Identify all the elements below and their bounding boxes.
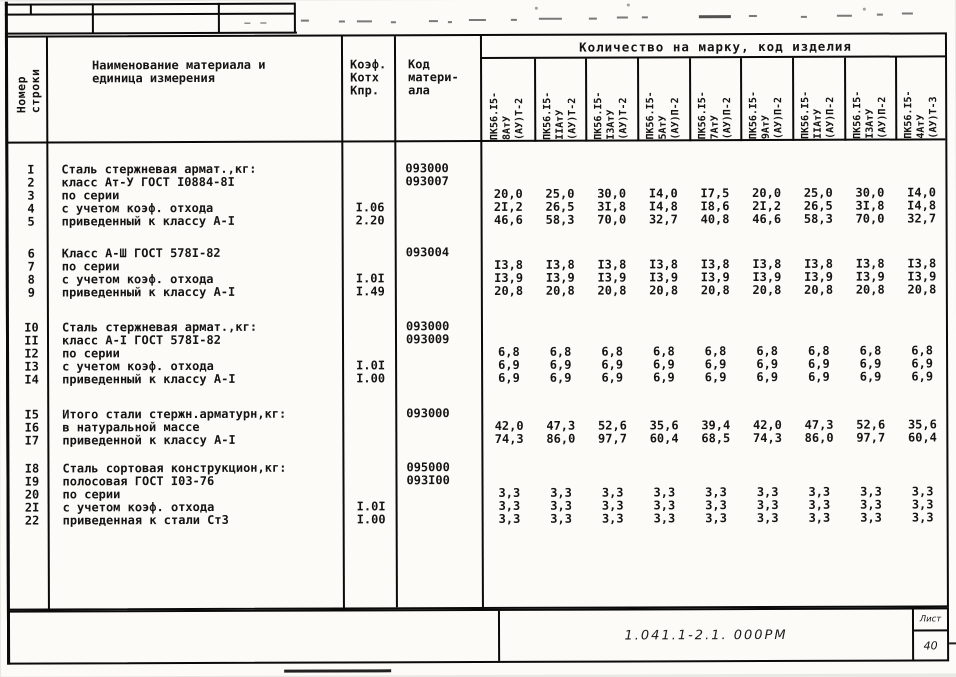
quantity-cell: 32,7 <box>907 211 937 226</box>
quantity-cell: 6,9 <box>808 369 830 384</box>
quantity-cell: 30,0 <box>597 186 627 201</box>
quantity-cell: 3,3 <box>498 511 521 526</box>
quantity-cell <box>690 319 742 332</box>
quantity-cell: I3,9 <box>855 269 885 284</box>
quantity-cell: 3I,8 <box>855 198 885 213</box>
material-code-cell <box>396 188 482 201</box>
koef-cell <box>344 474 397 487</box>
row-number-cell: 20 <box>24 487 40 502</box>
quantity-cell: I3,9 <box>494 270 524 285</box>
quantity-cell: 3,3 <box>756 497 779 513</box>
material-name-cell: класс А-I ГОСТ 578I-82 <box>61 332 221 348</box>
material-name-cell: с учетом коэф. отхода <box>61 271 214 287</box>
quantity-cell: 6,9 <box>653 370 675 385</box>
material-code-cell <box>397 272 483 285</box>
quantity-cell: 3,3 <box>550 485 572 500</box>
table-row <box>8 370 950 386</box>
quantity-cell: 30,0 <box>855 185 885 200</box>
quantity-cell: I4,0 <box>907 185 937 200</box>
quantity-cell: I3,9 <box>649 270 679 285</box>
quantity-cell: 52,6 <box>856 417 886 432</box>
quantity-cell: 6,8 <box>601 344 624 359</box>
material-name-cell: приведенный к классу А-I <box>61 284 236 300</box>
quantity-cell: 6,9 <box>498 370 520 385</box>
material-name-cell: Сталь стержневая армат.,кг: <box>61 319 258 335</box>
quantity-cell: 6,9 <box>911 369 934 384</box>
material-name-cell: приведенной к классу А-I <box>62 432 236 448</box>
product-code-label: ПК56.I5- 5АтУ (АУ)П-2 <box>645 91 682 140</box>
quantity-cell: 3,3 <box>860 510 882 525</box>
header-row-number-label: Номер строки <box>13 68 42 113</box>
row-number-cell: 3 <box>27 188 35 203</box>
quantity-cell: 3,3 <box>705 511 727 526</box>
koef-cell <box>344 420 397 433</box>
koef-cell: I.49 <box>355 284 385 299</box>
document-number: 1.041.1-2.1. 000РМ <box>624 627 788 643</box>
quantity-cell: 46,6 <box>493 212 523 227</box>
material-code-cell <box>397 359 483 372</box>
quantity-cell: I4,0 <box>648 186 678 201</box>
quantity-cell: 3,3 <box>911 484 934 499</box>
quantity-cell <box>535 461 587 474</box>
quantity-cell <box>483 461 535 474</box>
quantity-cell <box>845 460 897 473</box>
material-name-cell: в натуральной массе <box>62 419 200 435</box>
quantity-cell: I3,8 <box>907 256 937 271</box>
quantity-cell: I7,5 <box>700 186 730 201</box>
row-number-cell: II <box>24 333 39 348</box>
quantity-cell <box>690 460 742 473</box>
quantity-cell: I4,8 <box>907 198 937 213</box>
material-code-cell: 093009 <box>405 332 450 347</box>
material-name-cell: по серии <box>61 259 120 274</box>
quantity-cell: 3,3 <box>860 484 882 499</box>
product-code-label: ПК56.I5- 8АтУ (АУ)Т-2 <box>489 91 526 140</box>
header-material-code: Код матери- ала <box>408 57 459 98</box>
quantity-cell: 35,6 <box>907 417 937 432</box>
quantity-cell: 3,3 <box>808 484 831 499</box>
row-number-cell: 8 <box>27 272 35 287</box>
quantity-cell <box>689 161 741 174</box>
row-number-cell: 22 <box>24 513 40 528</box>
qty-columns <box>482 57 949 142</box>
material-name-cell: по серии <box>62 346 120 361</box>
material-code-cell <box>397 346 483 359</box>
koef-cell: I.06 <box>355 200 385 215</box>
quantity-cell: I3,8 <box>649 257 679 272</box>
row-number-cell: I9 <box>24 474 40 489</box>
product-column-header <box>585 58 637 141</box>
material-code-cell: 093I00 <box>406 473 450 488</box>
row-number-cell: I4 <box>24 372 39 387</box>
quantity-cell: 20,8 <box>855 282 885 297</box>
quantity-cell: 20,8 <box>494 283 524 298</box>
quantity-cell: 3,3 <box>601 511 624 526</box>
quantity-cell: 86,0 <box>546 431 576 446</box>
material-name-cell: по серии <box>61 188 120 203</box>
quantity-cell: 6,9 <box>601 370 624 385</box>
quantity-cell: 6,9 <box>859 369 882 384</box>
quantity-cell: 3,3 <box>911 497 934 512</box>
quantity-cell <box>638 319 690 332</box>
quantity-cell <box>534 162 586 175</box>
scan-artifact-right-tick <box>949 642 956 644</box>
material-code-cell <box>397 259 483 272</box>
quantity-cell: 2I,2 <box>752 198 782 214</box>
row-number-cell: 4 <box>27 201 35 216</box>
quantity-cell: 74,3 <box>494 431 524 446</box>
row-number-cell: 6 <box>27 246 35 261</box>
quantity-cell <box>586 161 638 174</box>
quantity-cell: 3,3 <box>756 484 779 500</box>
quantity-cell: 6,9 <box>807 356 830 371</box>
material-name-cell: Класс А-Ш ГОСТ 578I-82 <box>61 245 221 261</box>
materials-table <box>5 32 949 610</box>
quantity-cell: I3,9 <box>907 269 937 284</box>
table-row <box>9 511 951 527</box>
quantity-cell <box>483 320 535 333</box>
quantity-cell: 6,9 <box>549 357 572 372</box>
quantity-cell: 6,9 <box>498 357 520 372</box>
material-code-cell <box>397 201 483 214</box>
quantity-cell: I8,6 <box>700 199 730 214</box>
table-row <box>8 431 950 447</box>
quantity-cell: 3,3 <box>550 498 572 513</box>
header-material-name: Наименование материала и единица измерения <box>92 57 266 86</box>
table-row <box>8 283 950 299</box>
title-block <box>498 609 947 661</box>
quantity-cell: 20,8 <box>752 282 782 298</box>
quantity-cell: 20,8 <box>907 282 937 297</box>
material-code-cell <box>397 433 483 446</box>
quantity-cell <box>482 162 534 175</box>
row-number-cell: I5 <box>24 407 40 422</box>
koef-cell <box>343 162 396 175</box>
quantity-cell: 3,3 <box>808 510 831 525</box>
quantity-cell: 47,3 <box>546 418 576 433</box>
quantity-cell: 3,3 <box>653 511 676 526</box>
material-code-cell <box>398 513 484 526</box>
koef-cell <box>344 461 397 474</box>
koef-cell <box>343 175 396 188</box>
product-column-header <box>534 59 586 142</box>
row-number-cell: I0 <box>24 320 39 335</box>
quantity-cell: 6,8 <box>756 343 779 359</box>
quantity-cell: I4,8 <box>648 199 678 214</box>
quantity-cell: 3,3 <box>705 498 727 513</box>
material-code-cell <box>397 420 483 433</box>
material-code-cell: 093007 <box>405 174 449 189</box>
quantity-cell: 3,3 <box>601 498 624 513</box>
product-code-label: ПК56.I5- I3АтУ (АУ)П-2 <box>851 90 889 139</box>
koef-cell: 2.20 <box>355 213 385 228</box>
quantity-cell: 35,6 <box>649 418 679 433</box>
header-quantity-title: Количество на марку, код изделия <box>579 38 852 55</box>
material-name-cell: с учетом коэф. отхода <box>62 499 215 515</box>
quantity-cell: 40,8 <box>700 212 730 227</box>
header-koef: Коэф. Котх Кпр. <box>350 57 387 98</box>
quantity-cell: I3,9 <box>752 269 782 285</box>
row-number-cell: 5 <box>27 214 35 229</box>
material-name-cell: Сталь стержневая армат.,кг: <box>61 161 257 177</box>
quantity-cell: 6,9 <box>601 357 624 372</box>
material-code-cell <box>397 214 483 227</box>
table-body <box>7 140 951 612</box>
koef-cell: I.00 <box>356 371 386 386</box>
quantity-cell: 52,6 <box>597 418 627 433</box>
quantity-cell: 6,9 <box>756 356 779 372</box>
quantity-cell: 70,0 <box>855 211 885 226</box>
quantity-cell: 6,9 <box>911 356 934 371</box>
quantity-cell: 58,3 <box>803 211 833 226</box>
koef-cell <box>344 246 397 259</box>
quantity-cell: 39,4 <box>701 418 731 433</box>
quantity-cell <box>896 160 948 173</box>
footer-strip <box>7 607 949 664</box>
material-name-cell: полосовая ГОСТ I03-76 <box>62 473 215 489</box>
quantity-cell: 3,3 <box>498 498 521 513</box>
table-row <box>8 212 950 228</box>
quantity-cell: 6,9 <box>704 357 727 372</box>
koef-cell: I.0I <box>356 358 386 373</box>
quantity-cell: 3I,8 <box>597 199 627 214</box>
quantity-cell: 3,3 <box>808 497 831 512</box>
quantity-cell: I3,9 <box>597 270 627 285</box>
quantity-cell: 3,3 <box>498 485 521 500</box>
quantity-cell: 20,8 <box>545 283 575 298</box>
quantity-cell <box>638 460 690 473</box>
quantity-cell: 3,3 <box>860 497 882 512</box>
product-code-label: ПК56.I5- 4АтУ (АУ)Т-3 <box>903 90 940 139</box>
quantity-cell: I3,8 <box>494 257 524 272</box>
koef-cell: I.0I <box>355 271 385 286</box>
quantity-cell: 46,6 <box>752 211 782 227</box>
quantity-cell: 6,8 <box>859 343 882 358</box>
quantity-cell: 68,5 <box>701 431 731 446</box>
quantity-cell <box>741 319 793 332</box>
quantity-cell: 25,0 <box>803 185 833 200</box>
quantity-cell: I3,8 <box>700 257 730 272</box>
product-column-header <box>637 58 689 141</box>
row-number-cell: I7 <box>24 433 40 448</box>
quantity-cell: 32,7 <box>648 212 678 227</box>
material-code-cell: 095000 <box>406 460 450 475</box>
sheet-cell <box>912 609 947 659</box>
quantity-cell: 20,8 <box>804 282 834 297</box>
quantity-cell <box>845 319 897 332</box>
quantity-cell: 25,0 <box>545 186 575 201</box>
material-name-cell: класс Ат-У ГОСТ I0884-8I <box>61 174 235 190</box>
quantity-cell: 6,8 <box>911 343 933 358</box>
sheet-number: 40 <box>923 638 938 652</box>
quantity-cell: 3,3 <box>550 511 572 526</box>
row-number-cell: 2I <box>24 500 40 515</box>
quantity-cell: 6,8 <box>549 344 572 359</box>
quantity-cell: 3,3 <box>911 510 934 525</box>
row-number-cell: I3 <box>24 359 39 374</box>
material-code-cell: 093000 <box>405 319 450 334</box>
material-code-cell <box>397 285 483 298</box>
quantity-cell: 70,0 <box>597 212 627 227</box>
row-number-cell: 7 <box>27 259 35 274</box>
quantity-cell: 47,3 <box>804 417 834 432</box>
product-code-label: ПК56.I5- 7АтУ (АУ)П-2 <box>696 91 734 140</box>
material-code-cell: 093000 <box>405 161 449 176</box>
quantity-cell: I3,9 <box>804 269 834 284</box>
quantity-cell: 2I,2 <box>493 199 523 214</box>
quantity-cell: 60,4 <box>907 430 937 445</box>
quantity-cell: I3,8 <box>752 256 782 272</box>
product-column-header <box>895 57 947 140</box>
quantity-cell: I3,8 <box>855 256 885 271</box>
product-column-header <box>482 59 534 142</box>
quantity-cell: 6,9 <box>653 357 675 372</box>
quantity-cell: 3,3 <box>653 485 676 500</box>
quantity-cell: I3,8 <box>597 257 627 272</box>
row-number-cell: 9 <box>27 285 35 300</box>
material-code-cell: 093004 <box>405 245 450 260</box>
material-code-cell <box>398 487 484 500</box>
quantity-cell: 26,5 <box>545 199 575 214</box>
row-number-cell: I <box>27 162 35 177</box>
koef-cell <box>344 433 397 446</box>
quantity-cell: 20,8 <box>597 283 627 298</box>
quantity-cell <box>535 320 587 333</box>
quantity-cell: 97,7 <box>598 431 627 446</box>
quantity-cell <box>897 459 949 472</box>
material-name-cell: Сталь сортовая конструкцион,кг: <box>62 460 287 476</box>
material-name-cell: приведенный к классу А-I <box>62 371 236 387</box>
quantity-cell <box>742 460 794 473</box>
material-name-cell: приведенная к стали Ст3 <box>62 512 229 528</box>
quantity-cell: 58,3 <box>545 212 575 227</box>
koef-cell <box>344 320 397 333</box>
product-code-label: ПК56.I5- I3АтУ (АУ)Т-2 <box>593 91 630 140</box>
quantity-cell: 3,3 <box>756 510 779 526</box>
quantity-cell: I3,8 <box>804 256 833 271</box>
material-name-cell: с учетом коэф. отхода <box>62 358 214 374</box>
row-number-cell: 2 <box>27 175 35 190</box>
koef-cell <box>344 407 397 420</box>
quantity-cell <box>587 460 639 473</box>
product-code-label: ПК56.I5- IIАтУ (АУ)Т-2 <box>541 91 579 140</box>
quantity-cell: 6,9 <box>859 356 882 371</box>
material-code-cell: 093000 <box>406 406 450 421</box>
quantity-cell: 20,8 <box>700 283 730 298</box>
quantity-cell <box>896 318 948 331</box>
sheet-label: Лист <box>914 609 947 631</box>
product-code-label: ПК56.I5- 9АтУ (АУ)П-2 <box>748 90 785 140</box>
row-number-cell: I2 <box>24 346 39 361</box>
quantity-cell: 6,9 <box>549 370 572 385</box>
scan-artifact-bottom <box>284 669 391 672</box>
quantity-cell: 26,5 <box>803 198 833 213</box>
quantity-cell: 6,8 <box>498 344 520 359</box>
header-row-number <box>7 37 48 143</box>
product-code-label: ПК56.I5- IIАтУ (АУ)П-2 <box>800 90 837 139</box>
quantity-cell: 60,4 <box>649 431 679 446</box>
quantity-cell: I3,9 <box>700 270 730 285</box>
quantity-cell <box>637 161 689 174</box>
row-number-cell: I8 <box>24 461 40 476</box>
quantity-cell: 6,8 <box>652 344 675 359</box>
koef-cell: I.00 <box>356 512 386 527</box>
quantity-cell: 42,0 <box>752 417 782 433</box>
quantity-cell <box>793 319 845 332</box>
stamp-dash-entry: — — <box>244 17 269 29</box>
material-name-cell: по серии <box>62 487 121 502</box>
quantity-cell <box>844 161 896 174</box>
quantity-cell: 74,3 <box>752 430 782 446</box>
material-name-cell: Итого стали стержн.арматурн,кг: <box>62 406 287 422</box>
quantity-cell: 97,7 <box>856 430 886 445</box>
quantity-cell: 42,0 <box>494 418 524 433</box>
material-code-cell <box>397 372 483 385</box>
row-number-cell: I6 <box>24 420 40 435</box>
quantity-cell: 6,8 <box>807 343 830 358</box>
product-column-header <box>689 58 741 141</box>
quantity-cell: 6,9 <box>756 369 779 385</box>
quantity-cell <box>793 460 845 473</box>
quantity-cell: 20,0 <box>493 186 523 201</box>
quantity-cell: 3,3 <box>601 485 624 500</box>
material-name-cell: приведенный к классу А-I <box>61 213 236 229</box>
quantity-cell <box>586 319 638 332</box>
product-column-header <box>740 58 792 141</box>
scan-artifacts-top <box>0 0 955 2</box>
quantity-cell <box>792 161 844 174</box>
quantity-cell: 20,8 <box>649 283 679 298</box>
quantity-cell: 20,0 <box>752 185 782 201</box>
quantity-cell: 3,3 <box>653 498 676 513</box>
quantity-cell: I3,8 <box>545 257 575 272</box>
quantity-cell: 86,0 <box>804 430 834 445</box>
quantity-cell: 6,8 <box>704 344 727 359</box>
koef-cell <box>344 333 397 346</box>
product-column-header <box>844 58 896 141</box>
quantity-cell: 3,3 <box>705 485 727 500</box>
product-column-header <box>792 58 844 141</box>
quantity-cell: I3,9 <box>545 270 575 285</box>
material-code-cell <box>398 500 484 513</box>
revision-stamp <box>0 0 955 29</box>
koef-cell: I.0I <box>356 499 386 514</box>
quantity-cell <box>741 161 793 174</box>
quantity-cell: 6,9 <box>704 370 727 385</box>
material-name-cell: с учетом коэф. отхода <box>61 200 214 216</box>
